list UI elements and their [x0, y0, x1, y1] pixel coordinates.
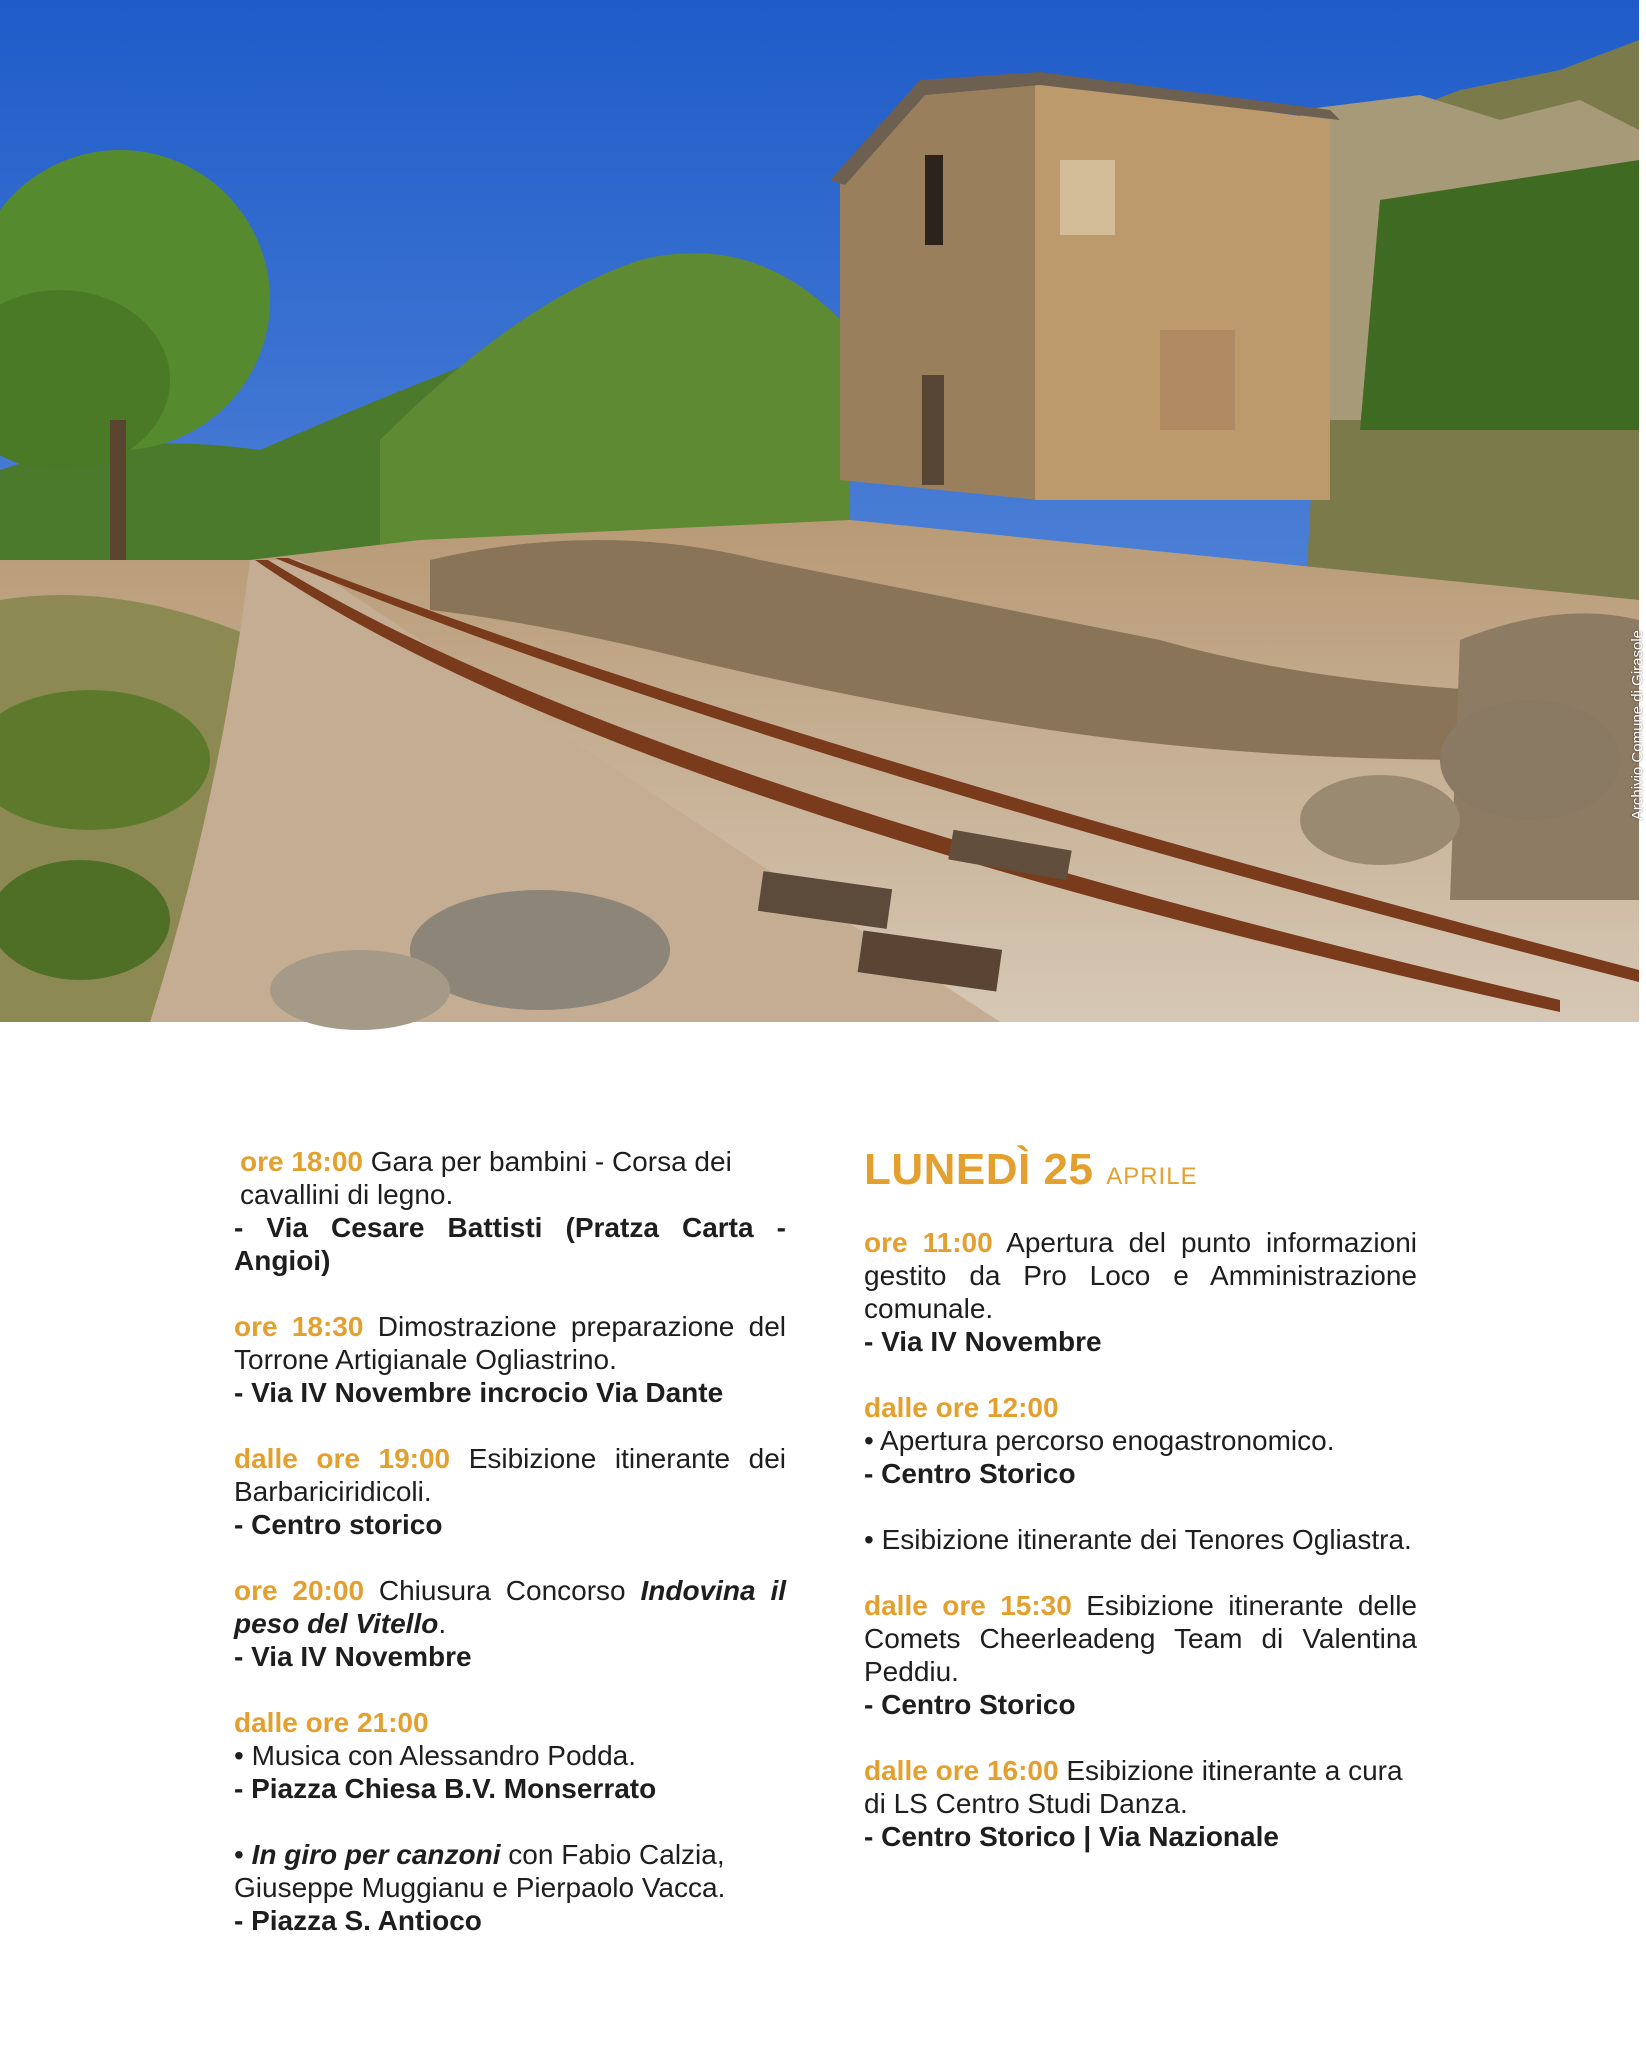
event-place: - Via Cesare Battisti (Pratza Carta - Angioi) [234, 1212, 786, 1276]
event-item [234, 1706, 786, 1805]
event-contest-title: Indovina il peso del Vitello [234, 1575, 787, 1639]
event-text: con Fabio Calzia, Giuseppe Muggianu e Pierpaolo Vacca. [234, 1839, 726, 1903]
event-text: Esibizione itinerante delle Comets Cheerleadeng Team di Valentina Peddiu. [864, 1590, 1417, 1687]
event-place: - Via IV Novembre [864, 1326, 1102, 1357]
event-item [864, 1226, 1417, 1358]
right-column [864, 1145, 1417, 1886]
day-heading [864, 1145, 1417, 1202]
day-number: 25 [1043, 1145, 1094, 1194]
hero-photo [0, 0, 1646, 1022]
event-item [234, 1574, 786, 1673]
event-show-title: In giro per canzoni [251, 1839, 501, 1870]
day-month: APRILE [1106, 1163, 1198, 1190]
event-time: ore 18:30 [234, 1311, 364, 1342]
event-place: - Piazza Chiesa B.V. Monserrato [234, 1773, 657, 1804]
left-column [234, 1145, 786, 1970]
event-time: dalle ore 21:00 [234, 1707, 429, 1738]
event-text: Esibizione itinerante dei Barbariciridicoli. [234, 1443, 786, 1507]
event-text: Dimostrazione preparazione del Torrone Artigianale Ogliastrino. [234, 1311, 787, 1375]
event-item [234, 1310, 786, 1409]
event-text: Gara per bambini - Corsa dei cavallini di legno. [240, 1146, 732, 1210]
event-text: Chiusura Concorso [378, 1575, 626, 1606]
event-text-end: . [438, 1608, 447, 1639]
event-place: - Centro Storico | Via Nazionale [864, 1821, 1279, 1852]
event-item [234, 1442, 786, 1541]
event-place: - Via IV Novembre [234, 1641, 472, 1672]
event-place: - Centro storico [234, 1509, 443, 1540]
event-time: dalle ore 19:00 [234, 1443, 451, 1474]
event-time: ore 20:00 [234, 1575, 365, 1606]
event-text: Esibizione itinerante a cura di LS Centro Studi Danza. [864, 1755, 1403, 1819]
day-name: LUNEDÌ [864, 1145, 1031, 1194]
bullet: • [234, 1839, 244, 1870]
event-time: ore 18:00 [240, 1146, 363, 1177]
event-time: dalle ore 12:00 [864, 1392, 1059, 1423]
event-place: - Piazza S. Antioco [234, 1905, 482, 1936]
event-time: dalle ore 16:00 [864, 1755, 1059, 1786]
event-place: - Via IV Novembre incrocio Via Dante [234, 1377, 724, 1408]
event-item [864, 1589, 1417, 1721]
event-item [864, 1523, 1417, 1556]
event-place: - Centro Storico [864, 1458, 1076, 1489]
photo-credit: Archivio Comune di Girasole [1629, 630, 1646, 821]
event-item [864, 1391, 1417, 1490]
event-item [234, 1145, 786, 1277]
event-item [234, 1838, 786, 1937]
event-text: Apertura del punto informazioni gestito da Pro Loco e Amministrazione comunale. [864, 1227, 1418, 1324]
event-place: - Centro Storico [864, 1689, 1076, 1720]
event-text: • Apertura percorso enogastronomico. [864, 1425, 1335, 1456]
event-text: • Esibizione itinerante dei Tenores Ogliastra. [864, 1524, 1412, 1555]
event-item [864, 1754, 1417, 1853]
event-time: dalle ore 15:30 [864, 1590, 1072, 1621]
event-text: • Musica con Alessandro Podda. [234, 1740, 637, 1771]
event-time: ore 11:00 [864, 1227, 993, 1258]
